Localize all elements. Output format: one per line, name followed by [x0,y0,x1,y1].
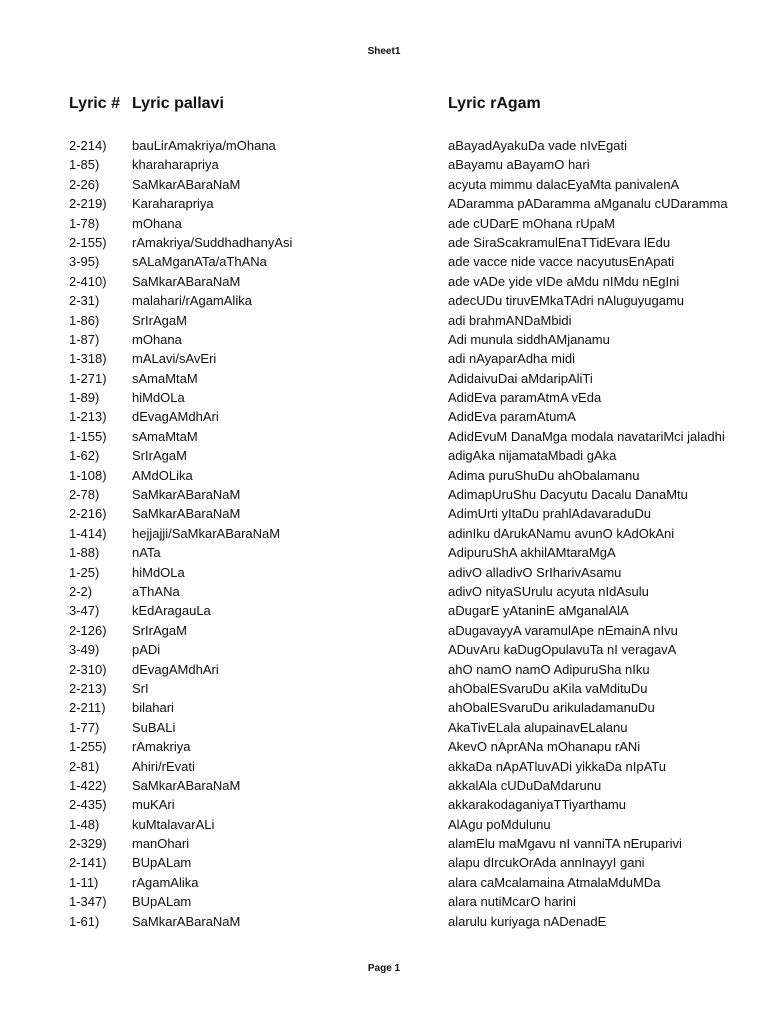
pallavi-cell: hiMdOLa [132,564,185,580]
ragam-cell: ahO namO namO AdipuruSha nIku [448,661,650,677]
pallavi-cell: mOhana [132,331,182,347]
table-row [0,446,768,465]
lyric-number-cell: 1-85) [69,157,100,173]
pallavi-cell: malahari/rAgamAlika [132,293,252,309]
table-row [0,698,768,717]
table-row [0,912,768,931]
table-row [0,853,768,872]
ragam-cell: adivO alladivO SrIharivAsamu [448,564,622,580]
ragam-cell: aBayadAyakuDa vade nIvEgati [448,138,627,153]
lyric-number-cell: 1-108) [69,467,107,483]
lyric-number-cell: 2-78) [69,487,100,503]
lyric-number-cell: 1-213) [69,409,107,425]
lyric-number-cell: 2-213) [69,680,107,696]
ragam-cell: AlAgu poMdulunu [448,816,551,832]
lyric-number-cell: 1-255) [69,739,107,755]
pallavi-cell: SrIrAgaM [132,448,187,464]
lyric-number-cell: 3-47) [69,603,100,619]
table-row [0,892,768,911]
pallavi-cell: SrI [132,680,149,696]
table-row [0,757,768,776]
pallavi-cell: bauLirAmakriya/mOhana [132,138,276,153]
ragam-cell: ADaramma pADaramma aMganalu cUDaramma [448,196,728,212]
lyric-number-cell: 1-11) [69,874,99,890]
lyric-number-cell: 1-77) [69,719,100,735]
pallavi-cell: SaMkarABaraNaM [132,273,241,289]
lyric-number-cell: 1-25) [69,564,100,580]
pallavi-cell: sAmaMtaM [132,370,198,386]
lyric-number-cell: 2-126) [69,622,107,638]
lyric-number-cell: 3-49) [69,642,100,658]
ragam-cell: adinIku dArukANamu avunO kAdOkAni [448,525,675,541]
ragam-cell: AdidEva paramAtmA vEda [448,390,602,406]
table-row [0,621,768,640]
pallavi-cell: SaMkarABaraNaM [132,913,241,929]
lyric-number-cell: 2-81) [69,758,100,774]
lyric-number-cell: 2-155) [69,234,107,250]
lyric-number-cell: 2-329) [69,836,107,852]
table-row [0,737,768,756]
ragam-cell: adi nAyaparAdha midi [448,351,575,367]
ragam-cell: akkalAla cUDuDaMdarunu [448,777,602,793]
lyric-number-cell: 3-95) [69,254,100,270]
ragam-cell: ade vADe yide vIDe aMdu nIMdu nEgIni [448,273,680,289]
ragam-cell: adivO nityaSUrulu acyuta nIdAsulu [448,583,649,599]
table-row [0,330,768,349]
pallavi-cell: rAgamAlika [132,874,199,890]
pallavi-cell: SrIrAgaM [132,622,187,638]
ragam-cell: ade vacce nide vacce nacyutusEnApati [448,254,675,270]
table-row [0,272,768,291]
ragam-cell: adi brahmANDaMbidi [448,312,572,328]
lyric-number-cell: 1-89) [69,390,100,406]
ragam-cell: Adi munula siddhAMjanamu [448,331,610,347]
pallavi-cell: kharaharapriya [132,157,219,173]
table-row [0,466,768,485]
pallavi-cell: AMdOLika [132,467,193,483]
lyric-number-cell: 2-141) [69,855,107,871]
table-row [0,660,768,679]
ragam-cell: akkaDa nApATluvADi yikkaDa nIpATu [448,758,666,774]
table-row [0,311,768,330]
lyric-number-cell: 2-211) [69,700,106,716]
lyric-number-cell: 1-87) [69,331,100,347]
pallavi-cell: dEvagAMdhAri [132,661,219,677]
ragam-cell: aBayamu aBayamO hari [448,157,590,173]
pallavi-cell: sAmaMtaM [132,428,198,444]
lyric-number-cell: 2-219) [69,196,107,212]
pallavi-cell: SaMkarABaraNaM [132,777,241,793]
lyric-number-cell: 1-318) [69,351,107,367]
pallavi-cell: dEvagAMdhAri [132,409,219,425]
table-row [0,369,768,388]
lyric-number-cell: 2-26) [69,176,100,192]
lyric-number-cell: 1-422) [69,777,107,793]
pallavi-cell: SuBALi [132,719,176,735]
pallavi-cell: SaMkarABaraNaM [132,506,241,522]
lyric-number-cell: 2-31) [69,293,100,309]
table-row [0,407,768,426]
lyric-number-cell: 2-310) [69,661,107,677]
table-row [0,679,768,698]
table-row [0,873,768,892]
ragam-cell: aDugarE yAtaninE aMganalAlA [448,603,629,619]
lyric-number-cell: 1-347) [69,894,107,910]
table-row [0,718,768,737]
pallavi-cell: rAmakriya [132,739,191,755]
table-row [0,291,768,310]
ragam-cell: alapu dIrcukOrAda annInayyI gani [448,855,645,871]
lyric-number-cell: 1-271) [69,370,107,386]
lyric-number-cell: 2-410) [69,273,107,289]
table-row [0,194,768,213]
table-row [0,136,768,155]
table-row [0,349,768,368]
table-row [0,504,768,523]
table-row [0,582,768,601]
ragam-cell: ahObalESvaruDu arikuladamanuDu [448,700,655,716]
table-row [0,543,768,562]
table-row [0,233,768,252]
lyric-number-cell: 1-62) [69,448,100,464]
lyric-number-cell: 1-48) [69,816,100,832]
table-row [0,815,768,834]
pallavi-cell: Ahiri/rEvati [132,758,195,774]
ragam-cell: AdidEva paramAtumA [448,409,576,425]
pallavi-cell: BUpALam [132,894,192,910]
table-row [0,485,768,504]
pallavi-cell: rAmakriya/SuddhadhanyAsi [132,234,293,250]
pallavi-cell: nATa [132,545,161,561]
header-lyric-number: Lyric # [69,95,120,112]
ragam-cell: acyuta mimmu dalacEyaMta panivalenA [448,176,680,192]
ragam-cell: alara nutiMcarO harini [448,894,576,910]
lyric-number-cell: 1-61) [69,913,100,929]
ragam-cell: akkarakodaganiyaTTiyarthamu [448,797,626,813]
header-lyric-ragam: Lyric rAgam [448,95,541,112]
pallavi-cell: SrIrAgaM [132,312,187,328]
table-row [0,252,768,271]
ragam-cell: ADuvAru kaDugOpulavuTa nI veragavA [448,642,677,658]
pallavi-cell: hiMdOLa [132,390,185,406]
ragam-cell: Adima puruShuDu ahObalamanu [448,467,640,483]
lyric-number-cell: 1-78) [69,215,100,231]
table-row [0,175,768,194]
pallavi-cell: sALaMganATa/aThANa [132,254,267,270]
ragam-cell: alara caMcalamaina AtmalaMduMDa [448,874,661,890]
lyric-number-cell: 1-86) [69,312,100,328]
ragam-cell: AdipuruShA akhilAMtaraMgA [448,545,616,561]
header-lyric-pallavi: Lyric pallavi [132,95,224,112]
table-row [0,776,768,795]
lyric-number-cell: 1-414) [69,525,107,541]
lyric-number-cell: 2-214) [69,138,107,153]
table-row [0,388,768,407]
lyric-number-cell: 1-88) [69,545,100,561]
pallavi-cell: bilahari [132,700,174,716]
table-row [0,795,768,814]
ragam-cell: ahObalESvaruDu aKila vaMdituDu [448,680,648,696]
pallavi-cell: Karaharapriya [132,196,214,212]
lyric-number-cell: 1-155) [69,428,107,444]
table-row [0,524,768,543]
pallavi-cell: kEdAragauLa [132,603,211,619]
table-row [0,214,768,233]
ragam-cell: adigAka nijamataMbadi gAka [448,448,617,464]
pallavi-cell: BUpALam [132,855,192,871]
pallavi-cell: muKAri [132,797,175,813]
ragam-cell: ade SiraScakramulEnaTTidEvara lEdu [448,234,671,250]
ragam-cell: AdidaivuDai aMdaripAliTi [448,370,593,386]
ragam-cell: adecUDu tiruvEMkaTAdri nAluguyugamu [448,293,685,309]
ragam-cell: alarulu kuriyaga nADenadE [448,913,607,929]
ragam-cell: AkaTivELala alupainavELalanu [448,719,628,735]
pallavi-cell: mALavi/sAvEri [132,351,217,367]
table-row [0,834,768,853]
ragam-cell: AdimUrti yItaDu prahlAdavaraduDu [448,506,652,522]
pallavi-cell: kuMtalavarALi [132,816,215,832]
pallavi-cell: pADi [132,642,161,658]
lyrics-table [0,136,768,936]
lyric-number-cell: 2-2) [69,583,93,599]
ragam-cell: alamElu maMgavu nI vanniTA nEruparivi [448,836,682,852]
pallavi-cell: SaMkarABaraNaM [132,176,241,192]
lyric-number-cell: 2-216) [69,506,107,522]
pallavi-cell: mOhana [132,215,182,231]
ragam-cell: aDugavayyA varamulApe nEmainA nIvu [448,622,678,638]
pallavi-cell: hejjajji/SaMkarABaraNaM [132,525,281,541]
lyric-number-cell: 2-435) [69,797,107,813]
ragam-cell: AkevO nAprANa mOhanapu rANi [448,739,641,755]
pallavi-cell: manOhari [132,836,190,852]
table-row [0,563,768,582]
ragam-cell: AdidEvuM DanaMga modala navatariMci jaladhi [448,428,725,444]
ragam-cell: ade cUDarE mOhana rUpaM [448,215,615,231]
table-row [0,427,768,446]
sheet-title: Sheet1 [367,46,401,57]
table-row [0,601,768,620]
table-row [0,155,768,174]
ragam-cell: AdimapUruShu Dacyutu Dacalu DanaMtu [448,487,688,503]
page-number: Page 1 [367,963,401,974]
table-row [0,640,768,659]
pallavi-cell: aThANa [132,583,180,599]
pallavi-cell: SaMkarABaraNaM [132,487,241,503]
